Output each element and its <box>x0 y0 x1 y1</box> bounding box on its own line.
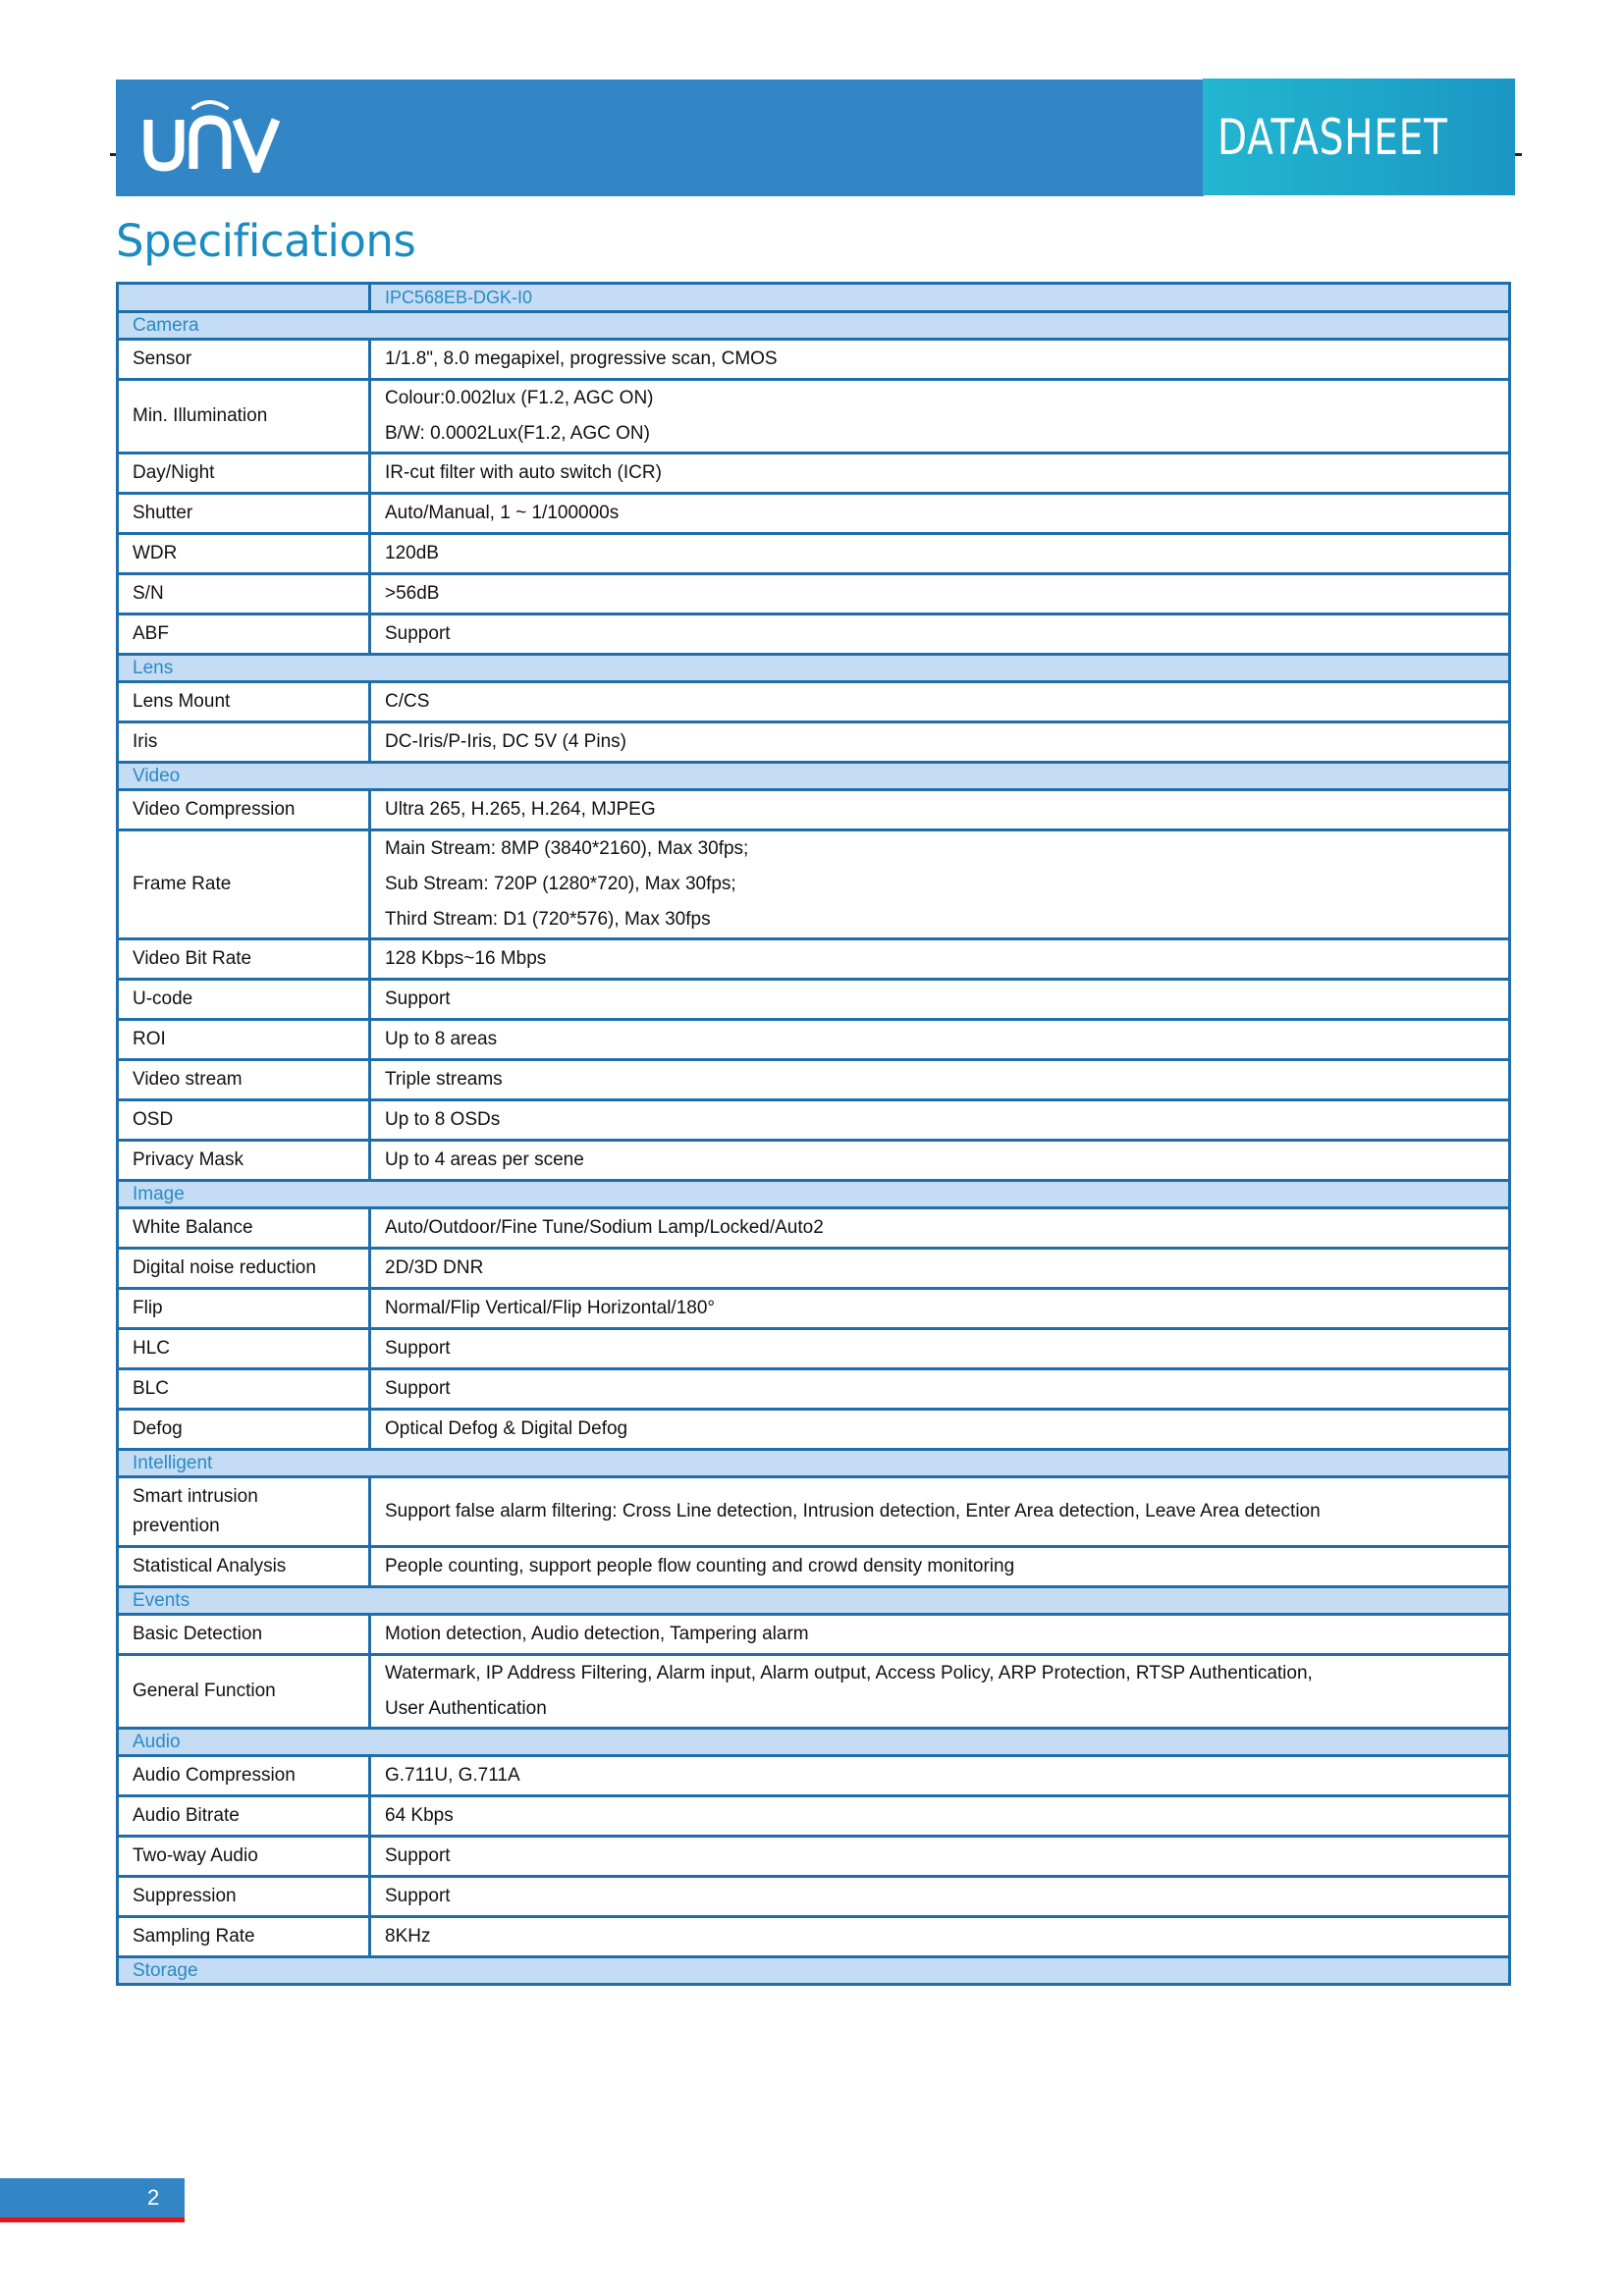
spec-row <box>118 1796 1510 1837</box>
spec-row <box>118 1615 1510 1655</box>
section-header-events <box>118 1587 1510 1615</box>
spec-label: S/N <box>118 574 370 614</box>
section-title: Events <box>118 1587 1510 1615</box>
spec-label: Lens Mount <box>118 682 370 722</box>
spec-label: Two-way Audio <box>118 1837 370 1877</box>
spec-label: Video Bit Rate <box>118 939 370 980</box>
page-title: Specifications <box>116 215 416 267</box>
spec-row <box>118 1020 1510 1060</box>
footer-red-rule <box>0 2217 185 2222</box>
spec-row <box>118 1756 1510 1796</box>
page-number: 2 <box>147 2185 160 2210</box>
spec-row <box>118 1877 1510 1917</box>
spec-label: ROI <box>118 1020 370 1060</box>
spec-value <box>370 1289 1510 1329</box>
spec-value <box>370 340 1510 380</box>
spec-row <box>118 1249 1510 1289</box>
spec-row <box>118 1477 1510 1547</box>
spec-value-line: Support false alarm filtering: Cross Line detection, Intrusion detection, Enter Area detection, Leave Area detection <box>385 1501 1321 1522</box>
logo-letter-v <box>237 120 276 169</box>
spec-value-line: Watermark, IP Address Filtering, Alarm input, Alarm output, Access Policy, ARP Protection, RTSP Authentication, <box>385 1663 1313 1683</box>
unv-logo <box>142 94 290 173</box>
spec-value <box>370 380 1510 454</box>
spec-value <box>370 939 1510 980</box>
spec-value-line: Support <box>385 1886 451 1906</box>
spec-value-line: Optical Defog & Digital Defog <box>385 1418 628 1439</box>
section-header-image <box>118 1181 1510 1208</box>
section-header-lens <box>118 655 1510 682</box>
spec-value <box>370 1410 1510 1450</box>
spec-value <box>370 534 1510 574</box>
spec-row <box>118 534 1510 574</box>
section-title: Storage <box>118 1957 1510 1985</box>
spec-value <box>370 830 1510 939</box>
spec-label: Sensor <box>118 340 370 380</box>
spec-label: Video stream <box>118 1060 370 1100</box>
spec-label: Privacy Mask <box>118 1141 370 1181</box>
spec-label: Day/Night <box>118 454 370 494</box>
spec-value-line: DC-Iris/P-Iris, DC 5V (4 Pins) <box>385 731 626 752</box>
spec-value-line: Motion detection, Audio detection, Tampering alarm <box>385 1624 809 1644</box>
spec-value-line: 128 Kbps~16 Mbps <box>385 948 547 969</box>
spec-label: Statistical Analysis <box>118 1547 370 1587</box>
spec-value-line: Up to 8 areas <box>385 1029 498 1049</box>
spec-value-line: Support <box>385 988 451 1009</box>
spec-row <box>118 1369 1510 1410</box>
spec-row <box>118 454 1510 494</box>
spec-value-line: Colour:0.002lux (F1.2, AGC ON) <box>385 388 654 408</box>
spec-value <box>370 494 1510 534</box>
spec-row <box>118 1547 1510 1587</box>
spec-row <box>118 1100 1510 1141</box>
spec-label: Shutter <box>118 494 370 534</box>
spec-value <box>370 1917 1510 1957</box>
spec-value-line: Support <box>385 1378 451 1399</box>
model-header-blank <box>118 284 370 312</box>
spec-row <box>118 980 1510 1020</box>
spec-value-line: IR-cut filter with auto switch (ICR) <box>385 462 662 483</box>
spec-row <box>118 830 1510 939</box>
section-title: Camera <box>118 312 1510 340</box>
spec-value-line: People counting, support people flow counting and crowd density monitoring <box>385 1556 1015 1576</box>
spec-label: Digital noise reduction <box>118 1249 370 1289</box>
spec-label: ABF <box>118 614 370 655</box>
specifications-table <box>116 282 1511 1986</box>
spec-value <box>370 614 1510 655</box>
spec-label: HLC <box>118 1329 370 1369</box>
spec-row <box>118 1329 1510 1369</box>
spec-row <box>118 380 1510 454</box>
spec-value <box>370 722 1510 763</box>
spec-row <box>118 494 1510 534</box>
spec-value-line: Sub Stream: 720P (1280*720), Max 30fps; <box>385 874 736 894</box>
spec-value-line: 2D/3D DNR <box>385 1257 484 1278</box>
spec-value-line: Up to 8 OSDs <box>385 1109 501 1130</box>
section-title: Video <box>118 763 1510 790</box>
spec-label-wrap <box>133 1478 368 1545</box>
header-rule-right <box>1515 153 1522 156</box>
spec-row <box>118 574 1510 614</box>
spec-row <box>118 1208 1510 1249</box>
spec-label: Basic Detection <box>118 1615 370 1655</box>
spec-value <box>370 980 1510 1020</box>
logo-letter-u <box>148 120 180 167</box>
spec-label: Suppression <box>118 1877 370 1917</box>
model-name: IPC568EB-DGK-I0 <box>370 284 1510 312</box>
datasheet-label: DATASHEET <box>1218 109 1448 166</box>
spec-value-line: 64 Kbps <box>385 1805 454 1826</box>
spec-label: U-code <box>118 980 370 1020</box>
spec-value-line: C/CS <box>385 691 430 712</box>
spec-label-line: prevention <box>133 1516 220 1536</box>
spec-label: Flip <box>118 1289 370 1329</box>
spec-label: WDR <box>118 534 370 574</box>
spec-value <box>370 1249 1510 1289</box>
spec-value-line: Main Stream: 8MP (3840*2160), Max 30fps; <box>385 838 749 859</box>
spec-label: Audio Bitrate <box>118 1796 370 1837</box>
spec-row <box>118 682 1510 722</box>
spec-value <box>370 1796 1510 1837</box>
section-title: Lens <box>118 655 1510 682</box>
spec-value-line: Auto/Manual, 1 ~ 1/100000s <box>385 503 620 523</box>
spec-value <box>370 574 1510 614</box>
spec-value-line: User Authentication <box>385 1698 547 1719</box>
spec-row <box>118 614 1510 655</box>
spec-value-line: Third Stream: D1 (720*576), Max 30fps <box>385 909 711 930</box>
spec-row <box>118 1289 1510 1329</box>
spec-value <box>370 1547 1510 1587</box>
spec-label: General Function <box>118 1655 370 1729</box>
spec-row <box>118 1410 1510 1450</box>
spec-value-line: 8KHz <box>385 1926 431 1947</box>
spec-label: Frame Rate <box>118 830 370 939</box>
spec-value <box>370 454 1510 494</box>
spec-label: Defog <box>118 1410 370 1450</box>
spec-row <box>118 1917 1510 1957</box>
spec-label: Sampling Rate <box>118 1917 370 1957</box>
spec-value-line: Normal/Flip Vertical/Flip Horizontal/180° <box>385 1298 715 1318</box>
spec-row <box>118 1837 1510 1877</box>
spec-value <box>370 682 1510 722</box>
spec-value <box>370 1369 1510 1410</box>
spec-value <box>370 1837 1510 1877</box>
logo-letter-n <box>193 120 227 169</box>
spec-label-line: Smart intrusion <box>133 1486 258 1507</box>
spec-value-line: Support <box>385 623 451 644</box>
spec-value-line: B/W: 0.0002Lux(F1.2, AGC ON) <box>385 423 650 444</box>
spec-row <box>118 939 1510 980</box>
spec-value <box>370 1756 1510 1796</box>
spec-value <box>370 790 1510 830</box>
spec-label: Min. Illumination <box>118 380 370 454</box>
spec-value <box>370 1877 1510 1917</box>
spec-row <box>118 340 1510 380</box>
spec-value-line: 1/1.8", 8.0 megapixel, progressive scan, CMOS <box>385 348 778 369</box>
spec-value <box>370 1208 1510 1249</box>
section-header-video <box>118 763 1510 790</box>
spec-row <box>118 790 1510 830</box>
spec-value <box>370 1141 1510 1181</box>
spec-label: OSD <box>118 1100 370 1141</box>
spec-value <box>370 1655 1510 1729</box>
spec-value-line: Up to 4 areas per scene <box>385 1149 584 1170</box>
spec-value-line: Support <box>385 1338 451 1359</box>
spec-value-line: >56dB <box>385 583 440 604</box>
model-header-row <box>118 284 1510 312</box>
spec-value-line: 120dB <box>385 543 439 563</box>
section-header-camera <box>118 312 1510 340</box>
spec-value-line: Triple streams <box>385 1069 503 1090</box>
spec-value-line: G.711U, G.711A <box>385 1765 520 1786</box>
spec-value-line: Ultra 265, H.265, H.264, MJPEG <box>385 799 656 820</box>
logo-arc <box>193 102 227 108</box>
spec-label: Video Compression <box>118 790 370 830</box>
section-title: Intelligent <box>118 1450 1510 1477</box>
spec-value-line: Support <box>385 1845 451 1866</box>
spec-label: BLC <box>118 1369 370 1410</box>
spec-value-line: Auto/Outdoor/Fine Tune/Sodium Lamp/Locked/Auto2 <box>385 1217 824 1238</box>
section-header-audio <box>118 1729 1510 1756</box>
spec-value <box>370 1615 1510 1655</box>
spec-label: White Balance <box>118 1208 370 1249</box>
section-title: Audio <box>118 1729 1510 1756</box>
spec-row <box>118 1141 1510 1181</box>
spec-label: Audio Compression <box>118 1756 370 1796</box>
spec-label <box>118 1477 370 1547</box>
section-header-intelligent <box>118 1450 1510 1477</box>
spec-row <box>118 1655 1510 1729</box>
spec-value <box>370 1060 1510 1100</box>
spec-row <box>118 722 1510 763</box>
section-header-storage <box>118 1957 1510 1985</box>
section-title: Image <box>118 1181 1510 1208</box>
spec-value <box>370 1020 1510 1060</box>
spec-value <box>370 1477 1510 1547</box>
spec-value <box>370 1100 1510 1141</box>
spec-row <box>118 1060 1510 1100</box>
spec-label: Iris <box>118 722 370 763</box>
spec-value <box>370 1329 1510 1369</box>
